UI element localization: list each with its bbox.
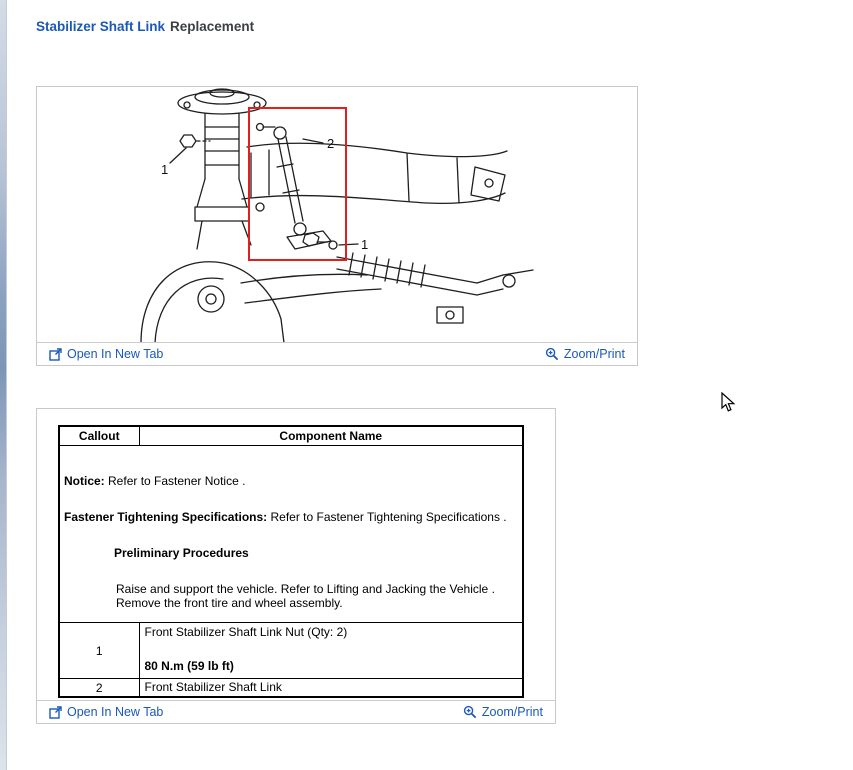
table-row [59, 623, 523, 679]
table-zoom-link-label: Zoom/Print [481, 705, 543, 719]
figure-panel [36, 86, 638, 366]
open-in-new-tab-icon [49, 706, 62, 719]
notice-cell [59, 446, 523, 623]
notice-line [64, 474, 516, 488]
preliminary-text: Raise and support the vehicle. Refer to Lifting and Jacking the Vehicle . Remove the front tire and wheel assembly. [116, 582, 495, 610]
component-table-panel [36, 408, 556, 724]
row-callout: 2 [59, 679, 139, 698]
suspension-diagram [37, 87, 637, 343]
table-open-link-label: Open In New Tab [67, 705, 164, 719]
table-zoom-print-link[interactable] [463, 705, 543, 719]
notice-row [59, 446, 523, 623]
notice-text: Refer to Fastener Notice . [108, 474, 246, 488]
preliminary-heading: Preliminary Procedures [114, 546, 249, 560]
fastener-label: Fastener Tightening Specifications: [64, 510, 268, 524]
table-footer [37, 700, 555, 723]
figure-footer [37, 342, 637, 365]
zoom-magnifier-icon [463, 705, 477, 719]
callout-left-1: 1 [161, 162, 169, 177]
mouse-cursor [721, 392, 736, 413]
component-name-column-header: Component Name [139, 426, 523, 446]
open-in-new-tab-icon [49, 348, 62, 361]
fastener-line [64, 510, 516, 524]
fastener-text: Refer to Fastener Tightening Specifications . [270, 510, 507, 524]
component-name: Front Stabilizer Shaft Link [139, 679, 523, 698]
table-header-row [59, 426, 523, 446]
notice-label: Notice: [64, 474, 105, 488]
figure-zoom-print-link[interactable] [545, 347, 625, 361]
figure-open-in-new-tab-link[interactable] [49, 347, 163, 361]
component-name: Front Stabilizer Shaft Link Nut (Qty: 2) [144, 625, 348, 639]
callout-column-header: Callout [59, 426, 139, 446]
table-row [59, 679, 523, 698]
callout-top-2: 2 [327, 136, 335, 151]
zoom-magnifier-icon [545, 347, 559, 361]
row-component-cell [139, 623, 523, 679]
highlight-box [249, 108, 346, 260]
window-edge-strip [0, 0, 7, 770]
torque-spec: 80 N.m (59 lb ft) [144, 659, 234, 673]
callout-bottom-1: 1 [361, 237, 369, 252]
table-open-in-new-tab-link[interactable] [49, 705, 163, 719]
component-table [58, 425, 524, 698]
row-callout: 1 [59, 623, 139, 679]
title-suffix: Replacement [170, 19, 255, 34]
figure-area [37, 87, 637, 343]
title-topic-link[interactable]: Stabilizer Shaft Link [36, 19, 166, 34]
figure-zoom-link-label: Zoom/Print [563, 347, 625, 361]
figure-open-link-label: Open In New Tab [67, 347, 164, 361]
page-title [36, 19, 254, 34]
